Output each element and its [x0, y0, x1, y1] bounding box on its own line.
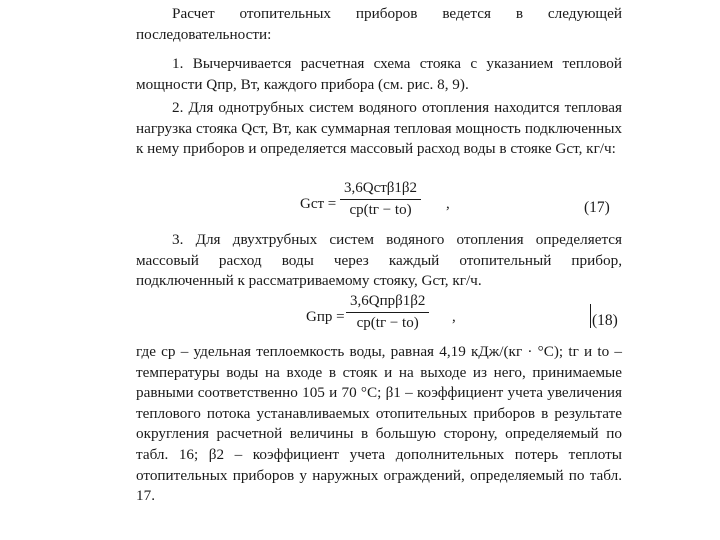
formula-18-lhs: Gпр = — [306, 309, 345, 325]
formula-18-number: (18) — [592, 312, 618, 329]
paragraph-step-1: 1. Вычерчивается расчетная схема стояка с указанием тепловой мощности Qпр, Вт, каждого прибора (см. рис. 8, 9). — [136, 55, 622, 93]
paragraph-step-2: 2. Для однотрубных систем водяного отопления находится тепловая нагрузка стояка Qст, Вт, как суммарная тепловая мощность подключенных к нему приборов и определяется массовый расход воды в стояке Gст, кг/ч: — [136, 99, 622, 158]
formula-17-numerator: 3,6Qстβ1β2 — [344, 180, 418, 196]
formula-17-fraction — [340, 180, 421, 219]
formula-18-numerator: 3,6Qпрβ1β2 — [350, 293, 426, 309]
formula-18-fraction-bar — [346, 312, 429, 313]
formula-18-comma: , — [452, 309, 456, 325]
formula-17-comma: , — [446, 196, 450, 212]
paragraph-definitions: где cр – удельная теплоемкость воды, равная 4,19 кДж/(кг · °С); tг и tо – температуры воды на входе в стояк и на выходе из него, принимаемые равными соответственно 105 и 70 °С; β1 – коэффициент учета увеличения теплового потока устанавливаемых отопительных приборов в результате округления расчетной величины в большую сторону, определяемый по табл. 16; β2 – коэффициент учета дополнительных потерь теплоты отопительных приборов у наружных ограждений, определяемый по табл. 17. — [136, 343, 622, 505]
formula-18-denominator: cр(tг − tо) — [356, 315, 419, 331]
formula-17-lhs: Gст = — [300, 196, 337, 212]
paragraph-intro: Расчет отопительных приборов ведется в следующей последовательности: — [136, 5, 622, 43]
formula-17-number: (17) — [584, 199, 610, 216]
paragraph-step-3: 3. Для двухтрубных систем водяного отопления определяется массовый расход воды через каждый отопительный прибор, подключенный к рассматриваемому стояку, Gст, кг/ч. — [136, 231, 622, 290]
formula-18-fraction — [346, 293, 429, 332]
formula-17-fraction-bar — [340, 199, 421, 200]
text-cursor — [590, 304, 591, 328]
formula-17-denominator: cр(tг − tо) — [349, 202, 412, 218]
